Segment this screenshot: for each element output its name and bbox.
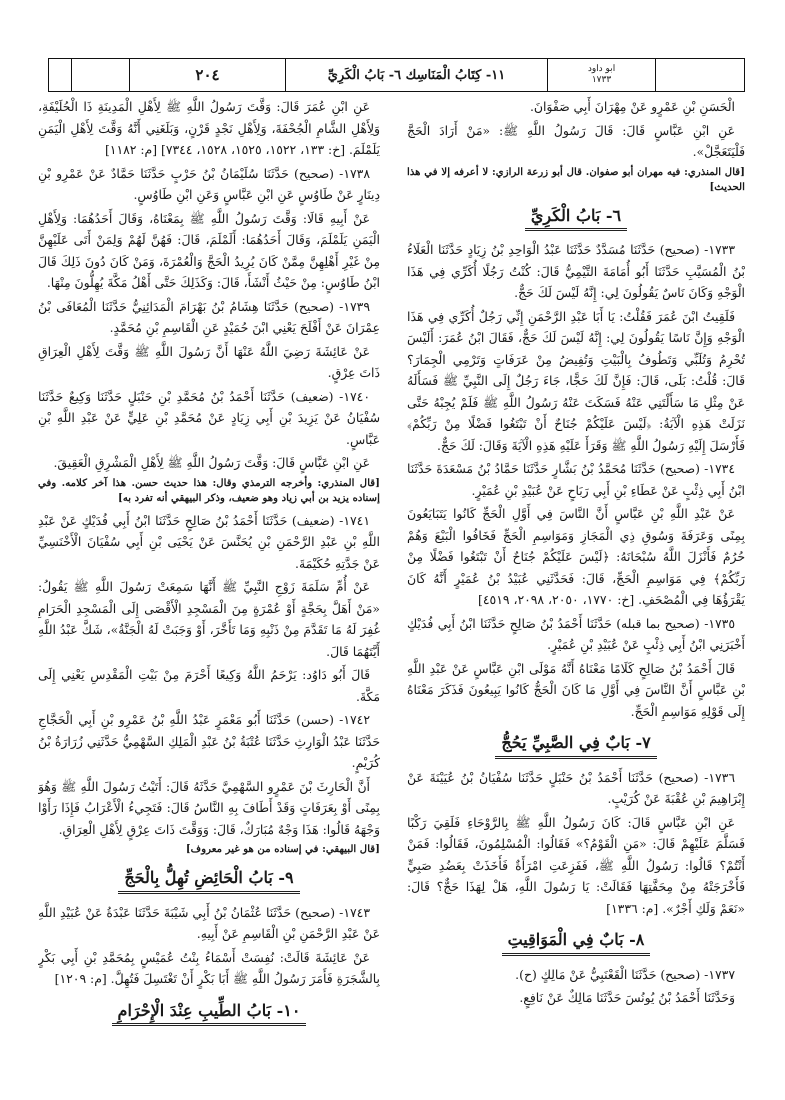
- hadith-paragraph: ١٧٤١- (ضعيف) حَدَّثَنَا أَحْمَدُ بْنُ صَالِحٍ حَدَّثَنَا ابْنُ أَبِي فُدَيْكٍ عَنْ عَبْدِ اللَّهِ بْنِ عَبْدِ الرَّحْمَنِ بْنِ يُحَنَّسَ عَنْ يَحْيَى بْنِ أَبِي سُفْيَانَ الْأَخْنَسِيِّ عَنْ جَدَّتِهِ حُكَيْمَةَ.: [38, 512, 380, 571]
- chapter-heading: [407, 732, 745, 759]
- hadith-paragraph: ١٧٤٢- (حسن) حَدَّثَنَا أَبُو مَعْمَرٍ عَبْدُ اللَّهِ بْنُ عَمْرِو بْنِ أَبِي الْحَجَّاجِ حَدَّثَنَا عَبْدُ الْوَارِثِ حَدَّثَنَا عُتْبَةُ بْنُ عَبْدِ الْمَلِكِ السَّهْمِيُّ حَدَّثَنِي زُرَارَةُ بْنُ كُرَيْمٍ.: [38, 712, 380, 770]
- chapter-heading-text: ١٠- بَابُ الطِّيبِ عِنْدَ الْإِحْرَامِ: [112, 1000, 307, 1027]
- book-index: ١٧٣٣: [591, 75, 612, 85]
- hadith-paragraph: عَنِ ابْنِ عَبَّاسٍ قَالَ: كَانَ رَسُولُ اللَّهِ ﷺ بِالرَّوْحَاءِ فَلَقِيَ رَكْبًا فَسَلَّمَ عَلَيْهِمْ قَالَ: «مَنِ الْقَوْمُ؟» فَقَالُوا: الْمُسْلِمُونَ، فَقَالُوا: فَمَنْ أَنْتُمْ؟ قَالُوا: رَسُولُ اللَّهِ ﷺ، فَفَزِعَتِ امْرَأَةٌ فَأَخَذَتْ بِعَضُدِ صَبِيٍّ فَأَخْرَجَتْهُ مِنْ مِحَفَّتِهَا فَقَالَتْ: يَا رَسُولَ اللَّهِ، هَلْ لِهَذَا حَجٌّ؟ قَالَ: «نَعَمْ وَلَكِ أَجْرٌ». [م: ١٣٣٦]: [407, 814, 745, 916]
- book-label: [547, 59, 655, 91]
- hadith-paragraph: قَالَ أَحْمَدُ بْنُ صَالِحٍ كَلَامًا مَعْنَاهُ أَنَّهُ مَوْلَى ابْنِ عَبَّاسٍ عَنْ عَبْدِ اللَّهِ بْنِ عَبَّاسٍ أَنَّ النَّاسَ فِي أَوَّلِ مَا كَانَ الْحَجُّ كَانُوا يَبِيعُونَ فَذَكَرَ مَعْنَاهُ إِلَى قَوْلِهِ مَوَاسِمِ الْحَجِّ.: [407, 660, 745, 719]
- hadith-paragraph: ١٧٣٣- (صحيح) حَدَّثَنَا مُسَدَّدٌ حَدَّثَنَا عَبْدُ الْوَاحِدِ بْنُ زِيَادٍ حَدَّثَنَا الْعَلَاءُ بْنُ الْمُسَيَّبِ حَدَّثَنَا أَبُو أُمَامَةَ التَّيْمِيُّ قَالَ: كُنْتُ رَجُلًا أُكَرِّي فِي هَذَا الْوَجْهِ وَكَانَ نَاسٌ يَقُولُونَ لِي: إِنَّهُ لَيْسَ لَكَ حَجٌّ.: [407, 242, 745, 300]
- header-cell-blank: [71, 59, 129, 91]
- editor-note: [قال المنذري: وأخرجه الترمذي وقال: هذا حديث حسن. هذا آخر كلامه. وفي إسناده يزيد بن أبي زياد وهو ضعيف، وذكر البيهقي أنه تفرد به]: [38, 476, 380, 504]
- hadith-paragraph: عَنِ ابْنِ عَبَّاسٍ قَالَ: قَالَ رَسُولُ اللَّهِ ﷺ: «مَنْ أَرَادَ الْحَجَّ فَلْيَتَعَجَّلْ».: [407, 122, 745, 159]
- hadith-paragraph: عَنْ أَبِيهِ قَالَا: وَقَّتَ رَسُولُ اللَّهِ ﷺ بِمَعْنَاهُ، وَقَالَ أَحَدُهُمَا: وَلِأَهْلِ الْيَمَنِ يَلَمْلَمَ، وَقَالَ أَحَدُهُمَا: أَلَمْلَمَ، قَالَ: فَهُنَّ لَهُمْ وَلِمَنْ أَتَى عَلَيْهِنَّ مِنْ غَيْرِ أَهْلِهِنَّ مِمَّنْ كَانَ يُرِيدُ الْحَجَّ وَالْعُمْرَةَ، وَمَنْ كَانَ دُونَ ذَلِكَ قَالَ ابْنُ طَاوُسٍ: مِنْ حَيْثُ أَنْشَأَ، قَالَ: وَكَذَلِكَ حَتَّى أَهْلُ مَكَّةَ يُهِلُّونَ مِنْهَا.: [38, 210, 380, 290]
- hadith-paragraph: ١٧٣٥- (صحيح بما قبله) حَدَّثَنَا أَحْمَدُ بْنُ صَالِحٍ حَدَّثَنَا ابْنُ أَبِي فُدَيْكٍ أَخْبَرَنِي ابْنُ أَبِي ذِئْبٍ عَنْ عُبَيْدِ بْنِ عُمَيْرٍ.: [407, 615, 745, 652]
- header-cell-blank: [655, 59, 744, 91]
- hadith-paragraph: عَنْ عَبْدِ اللَّهِ بْنِ عَبَّاسٍ أَنَّ النَّاسَ فِي أَوَّلِ الْحَجِّ كَانُوا يَتَبَايَعُونَ بِمِنًى وَعَرَفَةَ وَسُوقِ ذِي الْمَجَازِ وَمَوَاسِمِ الْحَجِّ فَخَافُوا الْبَيْعَ وَهُمْ حُرُمٌ فَأَنْزَلَ اللَّهُ سُبْحَانَهُ: ﴿لَيْسَ عَلَيْكُمْ جُنَاحٌ أَنْ تَبْتَغُوا فَضْلًا مِنْ رَبِّكُمْ﴾ فِي مَوَاسِمِ الْحَجِّ، قَالَ: فَحَدَّثَنِي عُبَيْدُ بْنُ عُمَيْرٍ أَنَّهُ كَانَ يَقْرَؤُهَا فِي الْمُصْحَفِ. [خ: ١٧٧٠، ٢٠٥٠، ٢٠٩٨، ٤٥١٩]: [407, 506, 745, 607]
- page-number: ٢٠٤: [129, 59, 285, 91]
- chapter-heading-text: ٩- بَابُ الْحَائِضِ تُهِلُّ بِالْحَجِّ: [118, 867, 299, 894]
- hadith-paragraph: فَلَقِيتُ ابْنَ عُمَرَ فَقُلْتُ: يَا أَبَا عَبْدِ الرَّحْمَنِ إِنِّي رَجُلٌ أُكَرِّي فِي هَذَا الْوَجْهِ وَإِنَّ نَاسًا يَقُولُونَ لِي: إِنَّهُ لَيْسَ لَكَ حَجٌّ، فَقَالَ ابْنُ عُمَرَ: أَلَيْسَ تُحْرِمُ وَتُلَبِّي وَتَطُوفُ بِالْبَيْتِ وَتُفِيضُ مِنْ عَرَفَاتٍ وَتَرْمِي الْجِمَارَ؟ قَالَ: قُلْتُ: بَلَى، قَالَ: فَإِنَّ لَكَ حَجًّا، جَاءَ رَجُلٌ إِلَى النَّبِيِّ ﷺ فَسَأَلَهُ عَنْ مِثْلِ مَا سَأَلْتَنِي عَنْهُ فَسَكَتَ عَنْهُ رَسُولُ اللَّهِ ﷺ فَلَمْ يُجِبْهُ حَتَّى نَزَلَتْ هَذِهِ الْآيَةُ: ﴿لَيْسَ عَلَيْكُمْ جُنَاحٌ أَنْ تَبْتَغُوا فَضْلًا مِنْ رَبِّكُمْ﴾ فَأَرْسَلَ إِلَيْهِ رَسُولُ اللَّهِ ﷺ وَقَرَأَ عَلَيْهِ هَذِهِ الْآيَةَ وَقَالَ: لَكَ حَجٌّ.: [407, 308, 745, 453]
- hadith-paragraph: وَحَدَّثَنَا أَحْمَدُ بْنُ يُونُسَ حَدَّثَنَا مَالِكٌ عَنْ نَافِعٍ.: [519, 990, 735, 1005]
- right-text-column: [407, 96, 745, 1082]
- hadith-paragraph: عَنِ ابْنِ عُمَرَ قَالَ: وَقَّتَ رَسُولُ اللَّهِ ﷺ لِأَهْلِ الْمَدِينَةِ ذَا الْحُلَيْفَةِ، وَلِأَهْلِ الشَّامِ الْجُحْفَةَ، وَلِأَهْلِ نَجْدٍ قَرْنٍ، وَبَلَغَنِي أَنَّهُ وَقَّتَ لِأَهْلِ الْيَمَنِ يَلَمْلَمَ. [خ: ١٣٣، ١٥٢٢، ١٥٢٥، ١٥٢٨، ٧٣٤٤] [م: ١١٨٢]: [38, 99, 380, 157]
- hadith-paragraph: عَنْ أُمِّ سَلَمَةَ زَوْجِ النَّبِيِّ ﷺ أَنَّهَا سَمِعَتْ رَسُولَ اللَّهِ ﷺ يَقُولُ: «مَنْ أَهَلَّ بِحَجَّةٍ أَوْ عُمْرَةٍ مِنَ الْمَسْجِدِ الْأَقْصَى إِلَى الْمَسْجِدِ الْحَرَامِ غُفِرَ لَهُ مَا تَقَدَّمَ مِنْ ذَنْبِهِ وَمَا تَأَخَّرَ، أَوْ وَجَبَتْ لَهُ الْجَنَّةُ»، شَكَّ عَبْدُ اللَّهِ أَيَّتَهُمَا قَالَ.: [38, 579, 380, 659]
- hadith-paragraph: قَالَ أَبُو دَاوُد: يَرْحَمُ اللَّهُ وَكِيعًا أَحْرَمَ مِنْ بَيْتِ الْمَقْدِسِ يَعْنِي إِلَى مَكَّةَ.: [38, 667, 380, 704]
- hadith-paragraph: عَنْ عَائِشَةَ رَضِيَ اللَّهُ عَنْهَا أَنَّ رَسُولَ اللَّهِ ﷺ وَقَّتَ لِأَهْلِ الْعِرَاقِ ذَاتَ عِرْقٍ.: [38, 343, 380, 380]
- hadith-paragraph: ١٧٣٤- (صحيح) حَدَّثَنَا مُحَمَّدُ بْنُ بَشَّارٍ حَدَّثَنَا حَمَّادُ بْنُ مَسْعَدَةَ حَدَّثَنَا ابْنُ أَبِي ذِئْبٍ عَنْ عَطَاءِ بْنِ أَبِي رَبَاحٍ عَنْ عُبَيْدِ بْنِ عُمَيْرٍ.: [407, 461, 745, 498]
- left-text-column: [38, 96, 380, 1082]
- header-cell-blank: [49, 59, 71, 91]
- hadith-paragraph: ١٧٣٧- (صحيح) حَدَّثَنَا الْقَعْنَبِيُّ عَنْ مَالِكٍ (ح).: [515, 966, 735, 982]
- chapter-heading: [407, 929, 745, 956]
- chapter-heading: [407, 205, 745, 232]
- hadith-paragraph: الْحَسَنِ بْنِ عَمْرٍو عَنْ مِهْرَانَ أَبِي صَفْوَانَ.: [529, 99, 735, 114]
- book-name: ابو داود: [587, 64, 616, 74]
- running-title: ١١- كِتَابُ الْمَنَاسِك ٦- بَابُ الْكَرِيِّ: [285, 59, 547, 91]
- chapter-heading-text: ٧- بَابٌ فِي الصَّبِيِّ يَحُجُّ: [495, 732, 656, 759]
- hadith-paragraph: ١٧٣٩- (صحيح) حَدَّثَنَا هِشَامُ بْنُ بَهْرَامَ الْمَدَائِنِيُّ حَدَّثَنَا الْمُعَافَى بْنُ عِمْرَانَ عَنْ أَفْلَحَ يَعْنِي ابْنَ حُمَيْدٍ عَنِ الْقَاسِمِ بْنِ مُحَمَّدٍ.: [38, 298, 380, 335]
- chapter-heading-text: ٨- بَابٌ فِي الْمَوَاقِيتِ: [502, 929, 651, 956]
- running-header: [48, 58, 745, 92]
- editor-note: [قال المنذري: فيه مهران أبو صفوان. قال أبو زرعة الرازي: لا أعرفه إلا في هذا الحديث]: [407, 165, 745, 193]
- hadith-paragraph: ١٧٤٣- (صحيح) حَدَّثَنَا عُثْمَانُ بْنُ أَبِي شَيْبَةَ حَدَّثَنَا عَبْدَةُ عَنْ عُبَيْدِ اللَّهِ عَنْ عَبْدِ الرَّحْمَنِ بْنِ الْقَاسِمِ عَنْ أَبِيهِ.: [38, 904, 380, 941]
- hadith-paragraph: ١٧٣٦- (صحيح) حَدَّثَنَا أَحْمَدُ بْنُ حَنْبَلٍ حَدَّثَنَا سُفْيَانُ بْنُ عُيَيْنَةَ عَنْ إِبْرَاهِيمَ بْنِ عُقْبَةَ عَنْ كُرَيْبٍ.: [407, 769, 745, 806]
- hadith-paragraph: ١٧٣٨- (صحيح) حَدَّثَنَا سُلَيْمَانُ بْنُ حَرْبٍ حَدَّثَنَا حَمَّادٌ عَنْ عَمْرِو بْنِ دِينَارٍ عَنْ طَاوُسٍ عَنِ ابْنِ عَبَّاسٍ وَعَنِ ابْنِ طَاوُسٍ.: [38, 165, 380, 202]
- hadith-paragraph: عَنْ عَائِشَةَ قَالَتْ: نُفِسَتْ أَسْمَاءُ بِنْتُ عُمَيْسٍ بِمُحَمَّدِ بْنِ أَبِي بَكْرٍ بِالشَّجَرَةِ فَأَمَرَ رَسُولُ اللَّهِ ﷺ أَبَا بَكْرٍ أَنْ تَغْتَسِلَ فَتُهِلَّ. [م: ١٢٠٩]: [38, 949, 380, 986]
- editor-note: [قال البيهقي: في إسناده من هو غير معروف]: [185, 843, 380, 855]
- hadith-paragraph: عَنِ ابْنِ عَبَّاسٍ قَالَ: وَقَّتَ رَسُولُ اللَّهِ ﷺ لِأَهْلِ الْمَشْرِقِ الْعَقِيقَ.: [53, 455, 370, 470]
- hadith-paragraph: ١٧٤٠- (ضعيف) حَدَّثَنَا أَحْمَدُ بْنُ مُحَمَّدِ بْنِ حَنْبَلٍ حَدَّثَنَا وَكِيعٌ حَدَّثَنَا سُفْيَانُ عَنْ يَزِيدَ بْنِ أَبِي زِيَادٍ عَنْ مُحَمَّدِ بْنِ عَلِيٍّ عَنْ عَبْدِ اللَّهِ بْنِ عَبَّاسٍ.: [38, 388, 380, 447]
- chapter-heading-text: ٦- بَابُ الْكَرِيِّ: [525, 205, 627, 232]
- hadith-paragraph: أَنَّ الْحَارِثَ بْنَ عَمْرٍو السَّهْمِيَّ حَدَّثَهُ قَالَ: أَتَيْتُ رَسُولَ اللَّهِ ﷺ وَهُوَ بِمِنًى أَوْ بِعَرَفَاتٍ وَقَدْ أَطَافَ بِهِ النَّاسُ قَالَ: فَتَجِيءُ الْأَعْرَابُ فَإِذَا رَأَوْا وَجْهَهُ قَالُوا: هَذَا وَجْهٌ مُبَارَكٌ، قَالَ: وَوَقَّتَ ذَاتَ عِرْقٍ لِأَهْلِ الْعِرَاقِ.: [38, 778, 380, 837]
- chapter-heading: [38, 1000, 380, 1027]
- chapter-heading: [38, 867, 380, 894]
